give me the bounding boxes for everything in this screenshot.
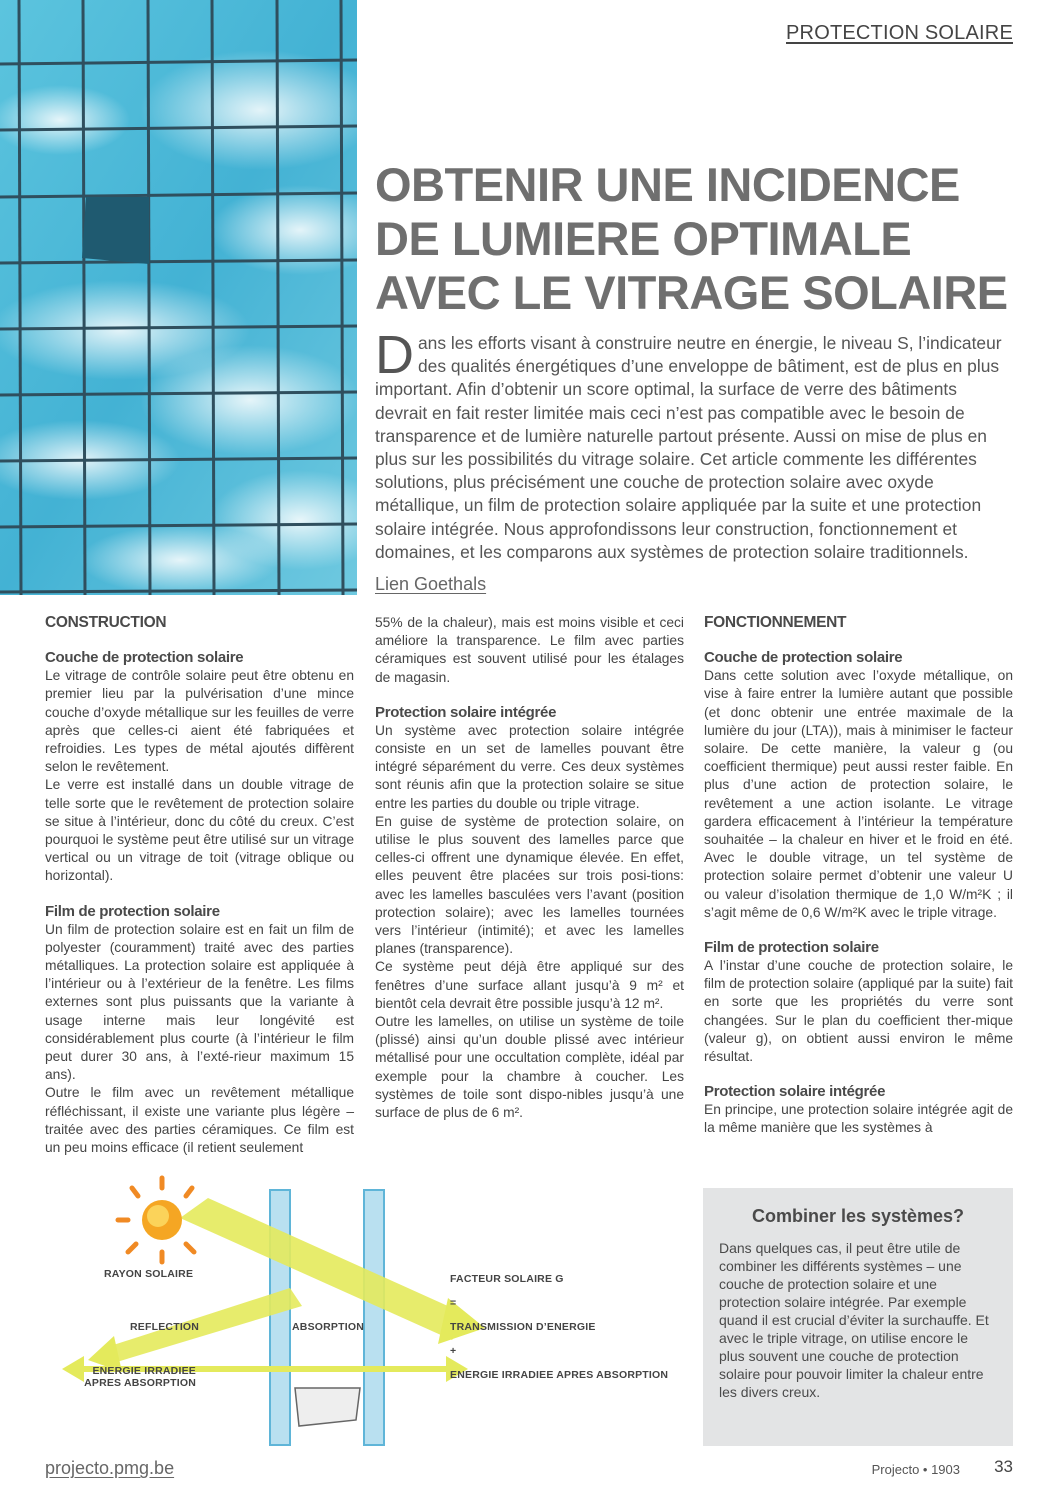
paragraph: Outre les lamelles, on utilise un système de toile (plissé) ainsi qu’un double plissé avec intérieur métallisé pour une occultation complète, idéal par exemple pour la chambre à coucher. Les systèmes de toile sont dispo-nibles jusqu’à une surface de plus de 6 m². (375, 1014, 684, 1121)
intro-dropcap: D (375, 325, 414, 385)
footer-issue: Projecto • 1903 (871, 1462, 960, 1477)
footer-url-link[interactable]: projecto.pmg.be (45, 1458, 175, 1478)
subheading: Protection solaire intégrée (375, 703, 557, 721)
diagram-graphic (40, 1168, 690, 1458)
label-energie-left (82, 1365, 196, 1389)
label-plus: + (450, 1345, 457, 1357)
subheading: Couche de protection solaire (45, 649, 244, 667)
sidebox-body: Dans quelques cas, il peut être utile de combiner les différents systèmes – une couche de protection solaire et une protection solaire intégrée. Par exemple quand il est crucial d’éviter la surchauffe. Et avec le triple vitrage, on utilise encore le plus souvent une couche de protection solaire pour pouvoir limiter la chaleur entre les divers creux. (719, 1240, 989, 1400)
author-link[interactable]: Lien Goethals (375, 574, 487, 594)
intro-text: ans les efforts visant à construire neutre en énergie, le niveau S, l’indicateur des qualités énergétiques d’une enveloppe de bâtiment, est de plus en plus important. Afin d’obtenir un score optimal, la surface de verre des bâtiments devrait en fait rester limitée mais ceci n’est pas compatible avec le besoin de transparence et de lumière naturelle partout présente. Aussi on mise de plus en plus sur les possibilités du vitrage solaire. Cet article commente les différentes solutions, plus précisément une couche de protection solaire avec oxyde métallique, un film de protection solaire appliquée par la suite et une protection solaire intégrée. Nous approfondissons leur construction, fonctionnement et domaines, et les comparons aux systèmes de protection solaire traditionnels. (375, 333, 1002, 562)
page-number: 33 (994, 1457, 1013, 1476)
paragraph: En guise de système de protection solaire, on utilise le plus souvent des lamelles parce que celles-ci offrent une dynamique élevée. En effet, elles peuvent être placées sur trois posi-tions: avec les lamelles basculées vers l’avant (position protection solaire); avec les lamelles tournées vers l’intérieur (intimité); et avec les lamelles planes (transparence). (375, 813, 684, 957)
open-window-pane (82, 197, 149, 264)
glass-facade-illustration (0, 0, 357, 595)
paragraph: Un film de protection solaire est en fait un film de polyester (couramment) traité avec des parties métalliques. La protection solaire est appliquée à l’intérieur ou à l’extérieur de la fenêtre. Les films externes sont plus puissants que la variante à usage interne mais leur longévité est considérablement plus courte (à l’intérieur le film peut durer 30 ans, à l’exté-rieur maximum 15 ans). (45, 921, 354, 1083)
label-energie-left-1: ENERGIE IRRADIEE (92, 1365, 196, 1377)
heading-construction: CONSTRUCTION (45, 614, 167, 631)
title-line-2: DE LUMIERE OPTIMALE (375, 212, 912, 265)
title-line-3: AVEC LE VITRAGE SOLAIRE (375, 266, 1008, 319)
label-energie-right: ENERGIE IRRADIEE APRES ABSORPTION (450, 1369, 669, 1381)
hero-photo (0, 0, 357, 595)
sidebar-box (703, 1188, 1013, 1446)
paragraph: Ce système peut déjà être appliqué sur des fenêtres d’une surface allant jusqu’à 9 m² et bientôt cela devrait être possible jusqu’à 12 m². (375, 959, 684, 1011)
paragraph: Le vitrage de contrôle solaire peut être obtenu en premier lieu par la pulvérisation d’une mince couche d’oxyde métallique sur les feuilles de verre après que celles-ci aient été fabriquées et refroidies. Les types de métal ajoutés diffèrent selon le revêtement. (45, 668, 354, 775)
paragraph: 55% de la chaleur), mais est moins visible et ceci améliore la transparence. Le film avec parties céramiques est souvent utilisé pour les étalages de magasin. (375, 615, 684, 685)
title-line-1: OBTENIR UNE INCIDENCE (375, 158, 960, 211)
subheading: Couche de protection solaire (704, 649, 903, 667)
label-transmission: TRANSMISSION D’ENERGIE (450, 1321, 596, 1333)
section-tag: PROTECTION SOLAIRE (786, 22, 1013, 44)
label-reflection: REFLECTION (130, 1321, 200, 1333)
sun-icon (118, 1178, 194, 1262)
subheading: Protection solaire intégrée (704, 1083, 886, 1101)
column-2 (375, 614, 684, 1122)
paragraph: Outre le film avec un revêtement métallique réfléchissant, il existe une variante plus légère – traitée avec des parties céramiques. Ce film est un peu moins efficace (il retient seulement (45, 1085, 354, 1156)
paragraph: En principe, une protection solaire intégrée agit de la même manière que les systèmes à (704, 1102, 1013, 1136)
solar-factor-diagram (40, 1168, 690, 1458)
subheading: Film de protection solaire (704, 939, 879, 957)
heading-fonctionnement: FONCTIONNEMENT (704, 614, 847, 631)
spacer-profile (295, 1388, 360, 1426)
label-absorption: ABSORPTION (292, 1321, 365, 1333)
label-rayon: RAYON SOLAIRE (104, 1268, 194, 1280)
glass-pane-inner (364, 1190, 384, 1445)
paragraph: A l’instar d’une couche de protection solaire, le film de protection solaire (appliqué par la suite) fait en sorte que les propriétés du verre sont changées. Sur le plan du coefficient ther-mique (valeur g), on obtient aussi environ le même résultat. (704, 958, 1013, 1065)
label-energie-left-2: APRES ABSORPTION (84, 1377, 196, 1389)
article-title (375, 158, 1015, 320)
paragraph: Un système avec protection solaire intégrée consiste en un set de lamelles pouvant être intégré séparément du verre. Ces deux systèmes sont réunis afin que la protection solaire se situe entre les parties du double ou triple vitrage. (375, 722, 684, 811)
column-1 (45, 614, 354, 1157)
label-equals: = (450, 1297, 457, 1309)
paragraph: Dans cette solution avec l’oxyde métallique, on vise à faire entrer la lumière autant que possible (et donc obtenir une entrée maximale de la lumière du jour (LTA)), mais à minimiser le facteur solaire. De cette manière, la valeur g (ou coefficient thermique) peut aussi rester faible. En plus d’une action de protection solaire, le revêtement a une action isolante. Le vitrage gardera efficacement à l’intérieur la température souhaitée – la chaleur en hiver et le froid en été. Avec le double vitrage, un tel système de protection solaire permet d’obtenir une valeur U ou valeur d’isolation thermique de 1,0 W/m²K ; il s’agit même de 0,6 W/m²K avec le triple vitrage. (704, 668, 1013, 920)
subheading: Film de protection solaire (45, 902, 220, 920)
sidebox-title: Combiner les systèmes? (751, 1206, 965, 1226)
article-intro (375, 325, 1011, 564)
energy-arrowhead-left (62, 1356, 84, 1382)
column-3 (704, 614, 1013, 1138)
paragraph: Le verre est installé dans un double vitrage de telle sorte que le revêtement de protection solaire se situe à l’intérieur, donc du côté du creux. C’est pourquoi le système peut être utilisé sur un vitrage vertical ou un vitrage de toit (vitrage oblique ou horizontal). (45, 777, 354, 884)
label-facteur: FACTEUR SOLAIRE G (450, 1273, 564, 1285)
